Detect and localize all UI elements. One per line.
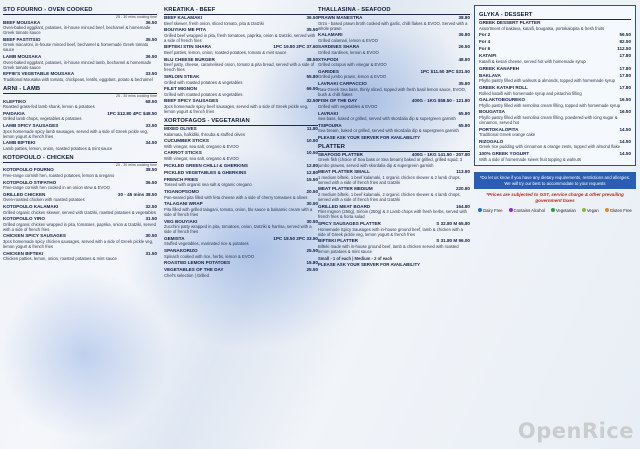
legend-label: Dairy Free xyxy=(483,207,503,213)
menu-item-name: GREEK DESSERT PLATTER xyxy=(479,20,541,25)
menu-item-name: BEEF MOUSAKA xyxy=(3,19,41,25)
decor-swirl xyxy=(0,270,170,440)
menu-item xyxy=(164,248,318,259)
menu-item-price: 36.50 xyxy=(145,179,157,185)
menu-item xyxy=(318,123,470,134)
availability-note: PLEASE ASK YOUR SERVER FOR AVAILABILITY xyxy=(318,261,421,267)
legend-label: Vegetarian xyxy=(555,207,576,213)
menu-item-name: For 4 xyxy=(479,39,491,45)
menu-item-price: 400G - 1KG $58.50 - 121.80 xyxy=(411,98,470,104)
menu-item-price: 56.50 xyxy=(619,32,631,38)
menu-item-name: For 2 xyxy=(479,32,491,38)
menu-item xyxy=(479,53,631,64)
section-title: STO FOURNO - OVEN COOKED xyxy=(3,6,157,15)
menu-item-name: EFFIE'S VEGETABLE MOUSAKA xyxy=(3,71,75,77)
menu-item-price: 1PC $12.80 4PC $48.50 xyxy=(107,110,157,116)
cooking-time-note: 25 - 30 mins cooking time xyxy=(116,15,157,19)
menu-item-description: 2 medium bifteki, 1 beef kalamaki, 2 organic chicken skewer & 4 lamb chops, served with a side of french fries and tzatziki xyxy=(318,192,461,203)
menu-item-price: 38.80 xyxy=(458,15,470,20)
menu-item xyxy=(164,150,318,161)
menu-item xyxy=(3,167,157,178)
menu-column-1 xyxy=(3,3,157,263)
menu-item-price: 15.80 xyxy=(306,260,318,266)
legend-label: Vegan xyxy=(586,207,599,213)
section-title: THALLASINA - SEAFOOD xyxy=(318,6,470,15)
menu-item-price: 17.80 xyxy=(619,65,631,71)
menu-item-description: Roasted grass-fed lamb shank, lemon & potatoes xyxy=(3,104,95,110)
menu-item xyxy=(164,15,318,26)
menu-item-description: Greek fish (choice of Sea bass or Sea bream) baked or grilled, grilled squid, 3 jumbo prawns, served with skordalia dip & supergreen garnish xyxy=(318,157,463,168)
menu-item-name: LAVRAKI xyxy=(318,110,339,116)
menu-item xyxy=(479,66,631,72)
menu-item-name: KOTOPOULO YIRO xyxy=(3,216,45,222)
menu-item-price: 400G - 1KG 141.50 - 207.80 xyxy=(411,151,470,157)
menu-item xyxy=(318,69,470,80)
menu-item xyxy=(3,37,157,53)
menu-item-description: With vinegar, sea salt, oregano & EVOO xyxy=(164,156,239,162)
menu-item-description: Pita filled with grilled talagani, tomato, onion, blu sauce & balsamic cream with a side of french fries xyxy=(164,206,313,217)
menu-item-price: 112.50 xyxy=(617,46,631,52)
menu-item-price: 31.50 xyxy=(145,250,157,256)
menu-item-price: 15.50 xyxy=(306,176,318,182)
menu-item xyxy=(164,177,318,188)
menu-item-price: 25.50 xyxy=(306,267,318,273)
menu-item xyxy=(164,267,318,278)
menu-item-price: 16.50 xyxy=(619,109,631,115)
menu-item xyxy=(3,20,157,36)
menu-item-description: Zucchini patty wrapped in pita, tomatoes, onion, tzatziki & harrisa, served with a side of french fries xyxy=(164,224,312,235)
legend-item xyxy=(582,208,599,213)
menu-item-name: GALAKTOBOUREKO xyxy=(479,97,526,103)
menu-item xyxy=(164,98,318,114)
menu-item xyxy=(318,15,470,31)
legend-item xyxy=(605,208,632,213)
availability-note: PLEASE ASK YOUR SERVER FOR AVAILABILITY xyxy=(318,134,421,140)
menu-item xyxy=(479,32,631,38)
menu-item-price: 35.50 xyxy=(306,27,318,33)
menu-item-description: Phyllo pastry filled with semolina cream filling, topped with homemade syrup xyxy=(479,102,621,108)
menu-column-3 xyxy=(318,3,470,269)
menu-item-description: Grilled with vegetables & EVOO xyxy=(318,103,378,109)
menu-item xyxy=(3,99,157,110)
menu-item-price: 20.50 xyxy=(306,189,318,195)
menu-item xyxy=(318,81,470,97)
section-title: GLYKA - DESSERT xyxy=(479,11,631,20)
menu-item-description: Phyllo pastry filled with semolina cream filling, powdered with icing sugar & cinnamon, served hot xyxy=(479,114,618,125)
menu-item-price: 11.80 xyxy=(306,126,318,132)
menu-item-description: Sea bream, baked or grilled, served with skordalia dip & supergreen garnish xyxy=(318,128,459,134)
menu-item-price: 36.50 xyxy=(306,15,318,20)
section-title: XORTOFAGOS - VEGETARIAN xyxy=(164,117,318,126)
menu-item-price: 220.80 xyxy=(455,186,470,192)
menu-item xyxy=(164,44,318,55)
menu-item-description: Rolled kataifi with homemade syrup and pistachio filling xyxy=(479,90,582,96)
menu-item-name: XTAPODI xyxy=(318,56,339,62)
openrice-watermark: OpenRice xyxy=(517,419,634,443)
legend-dot-icon xyxy=(478,208,482,212)
menu-item-price: 25.50 xyxy=(306,247,318,253)
menu-item xyxy=(479,139,631,150)
menu-item-price: 36.50 xyxy=(145,54,157,60)
menu-item-description: Pan-seared pita filled with feta cheese with a side of cherry tomatoes & olives xyxy=(164,194,308,200)
menu-item-description: 1 medium bifteki, 1 beef kalamaki, 1 organic chicken skewer & 2 lamb chops, served with a side of french fries and tzatziki xyxy=(318,174,461,185)
menu-item-name: GARIDES xyxy=(318,68,339,74)
platter-sizes: Small - 1 of each | Medium - 2 of each xyxy=(318,255,393,261)
menu-item-price: 17.80 xyxy=(619,84,631,90)
legend-dot-icon xyxy=(509,208,513,212)
menu-item xyxy=(3,54,157,70)
menu-item-description: Oven-baked eggplant, potatoes, in-house minced beef, bechamel & homemade Greek tomato sauce xyxy=(3,25,151,36)
menu-item-description: Lamb patties, lemon, onion, roasted potatoes & mint sauce xyxy=(3,145,113,151)
menu-item xyxy=(3,233,157,249)
menu-item-description: Traditional Greek orange cake xyxy=(479,132,536,138)
menu-item-price: 36.80 xyxy=(458,32,470,38)
menu-item-description: Grilled octopus with vinegar & EVOO xyxy=(318,62,387,68)
menu-item-name: BEEF PASTITSIO xyxy=(3,36,41,42)
menu-item-name: CARROT STICKS xyxy=(164,150,202,156)
menu-item-description: Traditional Mousaka with tomato, chickpeas, lentils, eggplant, potato & bechamel xyxy=(3,76,153,82)
menu-item-name: SIRLOIN STEAK xyxy=(164,73,200,79)
menu-item-name: RIZOGALO xyxy=(479,138,504,144)
menu-item xyxy=(3,192,157,203)
section-title: PLATTER xyxy=(318,143,470,152)
menu-item-name: GREEK KATAIFI ROLL xyxy=(479,84,528,90)
menu-item xyxy=(318,186,470,202)
menu-item xyxy=(164,126,318,137)
menu-item xyxy=(479,109,631,125)
menu-item-price: 30 - 45 mins 38.50 xyxy=(117,191,157,197)
legend-dot-icon xyxy=(582,208,586,212)
menu-item-description: Kalamata, halkidiki, throuba & stuffed olives xyxy=(164,131,245,137)
menu-item-price: 38.50 xyxy=(306,56,318,62)
menu-item-description: Tossed with organic sea salt & organic oregano xyxy=(164,182,252,188)
prices-note: *Prices are subjected to GST, service charge & other prevailing government taxes xyxy=(486,192,624,203)
menu-item-name: PAIDAKIA xyxy=(3,110,25,116)
menu-item xyxy=(479,97,631,108)
menu-item-price: 30.50 xyxy=(145,233,157,239)
menu-item xyxy=(164,163,318,169)
menu-item xyxy=(164,57,318,73)
menu-item-price: 31.50 xyxy=(145,216,157,222)
menu-item-price: 12.80 xyxy=(306,169,318,175)
menu-item-description: Greek macaroni, in-house minced beef, bechamel & homemade Greek tomato sauce xyxy=(3,42,149,53)
menu-item-name: PRAWN MANESTRA xyxy=(318,15,363,20)
menu-item-price: 32.50 xyxy=(306,98,318,104)
section-title: KREATIKA - BEEF xyxy=(164,6,318,15)
menu-item-name: FISH OF THE DAY xyxy=(318,98,358,104)
menu-item-name: SARDINES SHARA xyxy=(318,44,360,50)
menu-item-price: 38.50 xyxy=(145,167,157,173)
menu-item xyxy=(164,27,318,43)
menu-item-name: LAMB MOUSAKA xyxy=(3,54,42,60)
menu-item-price: 30.50 xyxy=(306,201,318,207)
menu-item xyxy=(479,20,631,31)
menu-item-price: 48.80 xyxy=(458,56,470,62)
menu-item xyxy=(318,152,470,168)
menu-item-description: With a side of homemade sweet fruit topping & walnuts xyxy=(479,156,581,162)
menu-item-description: Free-range cornish hen, roasted potatoes, lemon & oregano xyxy=(3,172,115,178)
menu-item-header xyxy=(164,260,318,266)
menu-item xyxy=(318,204,470,220)
menu-item-name: 100% GREEK YOGURT xyxy=(479,150,530,156)
menu-item-description: Beef patty, cheese, caramelised onion, tomato & pita bread, served with a side of french fries xyxy=(164,62,315,73)
menu-item-name: LAVRAKI CARPACCIO xyxy=(318,81,367,87)
menu-item-description: Beef skewer, fresh onion, sliced tomato, pita & tzatziki xyxy=(164,20,264,26)
menu-item xyxy=(164,219,318,235)
menu-item-name: SPANAKORIZO xyxy=(164,247,198,253)
menu-item-name: KOTOPOULO KALAMAKI xyxy=(3,203,59,209)
menu-item xyxy=(479,39,631,45)
menu-item-price: 16.50 xyxy=(619,97,631,103)
menu-item-header xyxy=(479,46,631,52)
menu-item xyxy=(164,74,318,85)
menu-item xyxy=(479,127,631,138)
menu-item xyxy=(318,44,470,55)
menu-item-name: TIGANOPSOMO xyxy=(164,189,199,195)
section-title: ARNI - LAMB xyxy=(3,85,157,94)
menu-item-price: 36.50 xyxy=(145,19,157,25)
menu-item-price: 1PC $11.50 3PC $31.50 xyxy=(420,68,470,74)
menu-item-header xyxy=(164,163,318,169)
menu-item-price: 68.50 xyxy=(145,98,157,104)
menu-item-price: 55.80 xyxy=(306,73,318,79)
menu-item-description: Spinach cooked with rice, herbs, lemon & EVOO xyxy=(164,253,255,259)
menu-item xyxy=(479,46,631,52)
menu-item-name: KOTOPOULO STIFATHO xyxy=(3,179,57,185)
menu-item-name: KLEFTIKO xyxy=(3,98,26,104)
legend-label: Gluten Free xyxy=(609,207,632,213)
menu-item-description: Grilled calamari, lemon & EVOO xyxy=(318,37,379,43)
menu-item-price: 14.50 xyxy=(619,150,631,156)
menu-item-name: TALAGANI WRAP xyxy=(164,201,203,207)
menu-item-price: 164.80 xyxy=(455,203,470,209)
menu-item xyxy=(3,111,157,122)
menu-item-price: 65.80 xyxy=(458,110,470,116)
menu-item-price: 65.80 xyxy=(458,122,470,128)
menu-item-description: Chicken patties, lemon, onion, roasted potatoes & mint sauce xyxy=(3,256,117,262)
menu-item xyxy=(3,251,157,262)
menu-item-name: KALAMARI xyxy=(318,32,343,38)
menu-item-name: KATAIFI xyxy=(479,53,497,59)
menu-item-price: 35.80 xyxy=(458,81,470,87)
menu-item-name: GEMISTA xyxy=(164,235,185,241)
menu-column-4 xyxy=(474,3,636,213)
menu-item-name: SPICY SAUSAGES PLATTER xyxy=(318,221,381,226)
menu-item-price: 17.80 xyxy=(619,53,631,59)
menu-item-description: Phyllo pastry filled with walnuts & almonds, topped with homemade syrup xyxy=(479,78,615,84)
menu-item-header xyxy=(479,66,631,72)
menu-item-description: Grilled with roasted potatoes & vegetables xyxy=(164,91,243,97)
menu-item xyxy=(3,140,157,151)
menu-item xyxy=(164,201,318,217)
menu-item-description: With vinegar, sea salt, oregano & EVOO xyxy=(164,143,239,149)
menu-item-name: BIFTEKI STIN SHARA xyxy=(164,44,212,50)
menu-item-description: Oven-baked eggplant, potatoes, in-house minced lamb, bechamel & homemade Greek tomato sauce xyxy=(3,59,152,70)
menu-item xyxy=(479,151,631,162)
menu-item-price: 82.50 xyxy=(619,39,631,45)
menu-item-price: 1PC 19.80 2PC 37.60 xyxy=(273,44,318,50)
menu-item-description: Free-range cornish hen cooked in an onion stew & EVOO xyxy=(3,185,110,191)
menu-item-name: GRILLED MEAT BOARD xyxy=(318,203,371,209)
menu-item-name: ROASTED LEMON POTATOES xyxy=(164,260,231,266)
menu-item-description: Grilled organic chicken skewer, served with tzatziki, roasted potatoes & vegetables xyxy=(3,209,156,215)
menu-item-price: 14.50 xyxy=(619,126,631,132)
menu-item-name: FILET MIGNON xyxy=(164,86,197,92)
menu-item xyxy=(3,71,157,82)
menu-item-name: PICKLED VEGETABLES & GHERKINS xyxy=(164,169,247,175)
menu-item-name: GREEK KANAFEH xyxy=(479,65,520,71)
menu-item-name: LAMB SPICY SAUSAGES xyxy=(3,122,59,128)
menu-item-description: Grilled lamb chops, vegetables & potatoes xyxy=(3,116,82,122)
menu-item-header xyxy=(479,39,631,45)
menu-item-name: SEAFOOD PLATTER xyxy=(318,151,363,157)
menu-item-name: PORTOKALOPITA xyxy=(479,126,519,132)
menu-item-price: 30.50 xyxy=(306,218,318,224)
menu-item-name: MEAT PLATTER MEDIUM xyxy=(318,186,373,192)
menu-item-name: GRILLED CHICKEN xyxy=(3,191,46,197)
menu-item-price: 10.50 xyxy=(306,138,318,144)
menu-item-price: 66.50 xyxy=(306,86,318,92)
menu-column-2 xyxy=(164,3,318,279)
menu-item-description: Chef's selection | Grilled xyxy=(164,272,209,278)
menu-item-description: Orzo - based prawn broth cooked with garlic, chilli flakes & EVOO. Served with a whole prawn xyxy=(318,20,468,31)
cooking-time-note: 25 - 30 mins cooking time xyxy=(116,162,157,167)
menu-item-price: 33.50 xyxy=(145,71,157,77)
menu-item xyxy=(318,57,470,68)
menu-item-description: Grilled Sardines, lemon & EVOO xyxy=(318,50,379,56)
menu-item xyxy=(164,170,318,176)
menu-item xyxy=(3,204,157,215)
menu-item-name: VEGETABLES OF THE DAY xyxy=(164,267,224,273)
menu-item-price: 1PC 18.50 2PC 33.50 xyxy=(273,235,318,241)
menu-item-description: Filet mignon (250g), Sirloin (250g) & 3 Lamb chops with fresh herbs, served with french fries & horta salad xyxy=(318,209,467,220)
menu-item-name: MEAT PLATTER SMALL xyxy=(318,169,370,175)
menu-item xyxy=(318,169,470,185)
legend-dot-icon xyxy=(605,208,609,212)
dietary-notice: *Do let us know if you have any dietary requirements, restrictions and allergies. We will try our best to accommodate to your requests xyxy=(474,172,636,189)
menu-item-name: FRENCH FRIES xyxy=(164,176,198,182)
menu-item-description: Assortment of baklava, kataifi, bougatsa, portokalopita & fresh fruits xyxy=(479,25,605,31)
dessert-box xyxy=(474,5,636,166)
menu-item-name: BEEF SPICY SAUSAGES xyxy=(164,98,219,104)
menu-item-name: CUCUMBER STICKS xyxy=(164,138,209,144)
menu-item xyxy=(479,85,631,96)
menu-item-price: 26.50 xyxy=(458,44,470,50)
legend-label: Contains Alcohol xyxy=(513,207,545,213)
menu-item-name: LAMB BIFTEKI xyxy=(3,140,36,146)
menu-item xyxy=(164,236,318,247)
menu-item xyxy=(3,180,157,191)
menu-item-price: 35.50 xyxy=(145,36,157,42)
menu-item-description: 3pcs homemade spicy lamb sausages, served with a side of Greek pickle veg, lemon yogurt & french fries xyxy=(3,128,149,139)
menu-item-name: MIXED OLIVES xyxy=(164,126,197,132)
menu-item-name: CHICKEN SPICY SAUSAGES xyxy=(3,233,66,239)
menu-item xyxy=(164,86,318,97)
legend-item xyxy=(509,208,545,213)
menu-item-price: 32.50 xyxy=(145,203,157,209)
menu-item-description: Oven-roasted chicken with roasted potatoes xyxy=(3,197,85,203)
menu-item xyxy=(318,98,470,109)
menu-item-description: Homemade Spicy Sausages with in-house ground beef, lamb & chicken with a side of Greek pickle veg, lemon yogurt & french fries xyxy=(318,226,464,237)
legend-item xyxy=(551,208,576,213)
legend-item xyxy=(478,208,503,213)
menu-item xyxy=(164,189,318,200)
menu-item-price: 14.50 xyxy=(619,138,631,144)
menu-item-name: BOUGATSA xyxy=(479,109,505,115)
menu-item xyxy=(318,32,470,43)
menu-item-name: TSIPOURA xyxy=(318,122,342,128)
menu-item xyxy=(164,138,318,149)
menu-item-description: Grilled with roasted potatoes & vegetables xyxy=(164,79,243,85)
menu-item-price: 34.50 xyxy=(145,140,157,146)
menu-item-header xyxy=(164,170,318,176)
menu-item xyxy=(318,238,470,254)
menu-item xyxy=(318,221,470,237)
menu-item-name: KOTOPOULO FOURNO xyxy=(3,167,54,173)
menu-item-name: BEEF KALAMAKI xyxy=(164,15,203,20)
menu-item-name: BLU CHEESE BURGER xyxy=(164,56,215,62)
menu-item-name: CHICKEN BIFTEKI xyxy=(3,250,44,256)
menu-item-description: Grilled jumbo prawn, lemon & EVOO xyxy=(318,74,387,80)
menu-item-description: Raw Greek Sea bass, thinly sliced, topped with fresh basil lemon sauce, EVOO, bush & chilli flakes xyxy=(318,86,467,97)
menu-item-description: Bifteki made with in-house ground beef, lamb & chicken served with roasted lemon potatoes & mint sauce xyxy=(318,243,459,254)
section-title: KOTOPOULO - CHICKEN xyxy=(3,154,157,163)
menu-item-description: Grilled organic chicken wrapped in pita, tomatoes, paprika, onion & tzatziki, served with a side of french fries xyxy=(3,221,156,232)
menu-item-name: PICKLED GREEN CHILLI & GHERKINS xyxy=(164,162,248,168)
menu-item-description: Grilled beef wrapped in pita, fresh tomatoes, paprika, onion & tzatziki, served with a side of french fries xyxy=(164,32,316,43)
menu-item-description: Beef patties, lemon, onion, roasted potatoes, tomato & mint sauce xyxy=(164,50,287,56)
legend-dot-icon xyxy=(551,208,555,212)
menu-item-price: 12.80 xyxy=(306,162,318,168)
menu-item-description: 3pcs homemade spicy chicken sausages, served with a side of Greek pickle veg, lemon yogurt & french fries xyxy=(3,239,154,250)
menu-item-name: For 6 xyxy=(479,46,491,52)
menu-item xyxy=(318,111,470,122)
menu-item-price: 33.50 xyxy=(145,122,157,128)
cooking-time-note: 25 - 30 mins cooking time xyxy=(116,94,157,99)
menu-item-header xyxy=(479,32,631,38)
menu-item xyxy=(479,73,631,84)
menu-item-price: 113.80 xyxy=(456,169,470,175)
menu-item xyxy=(3,216,157,232)
menu-item-description: Sea bass, baked or grilled, served with skordalia dip & supergreen garnish xyxy=(318,116,456,122)
menu-item xyxy=(3,123,157,139)
menu-item-description: 3pcs homemade spicy beef sausages, served with a side of Greek pickle veg, lemon yogurt & french fries xyxy=(164,103,309,114)
menu-item-description: Greek rice pudding with cinnamon & orange zests, topped with almond flake xyxy=(479,144,621,150)
menu-item xyxy=(164,260,318,266)
menu-item-description: Kataifi & kesari cheese, served hot with homemade syrup xyxy=(479,59,586,65)
menu-item-description: Stuffed vegetables, marinated rice & potatoes xyxy=(164,241,249,247)
menu-item-price: S 32.80 M 65.80 xyxy=(436,221,470,226)
dietary-legend xyxy=(474,208,636,213)
menu-item-price: S 31.80 M 96.00 xyxy=(436,238,470,244)
menu-item-name: BAKLAVA xyxy=(479,72,501,78)
menu-item-name: BIFTEKI PLATTER xyxy=(318,238,358,244)
menu-item-name: BOUYIAKI ME PITA xyxy=(164,27,207,33)
menu-item-price: 10.50 xyxy=(306,150,318,156)
menu-item-name: VEG BOUYIAKI xyxy=(164,218,198,224)
menu-item-price: 17.80 xyxy=(619,72,631,78)
